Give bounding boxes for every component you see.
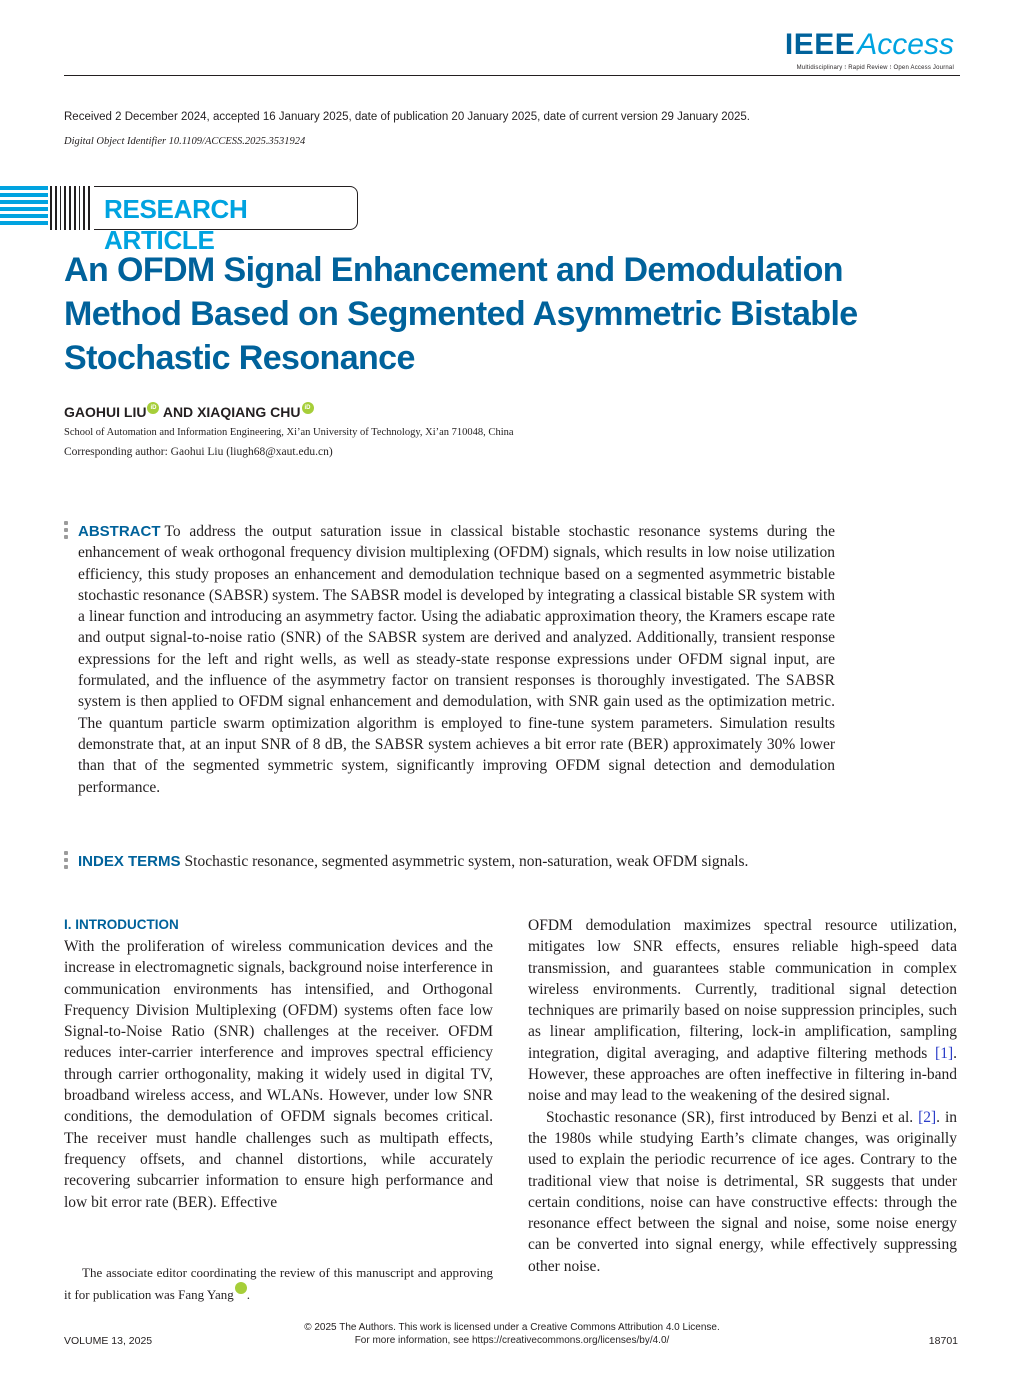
orcid-icon[interactable]: iD	[302, 402, 314, 414]
paragraph-text: . However, these approaches are often ineffective in filtering in-band noise and may lead to the weakening of the desired signal.	[528, 1044, 957, 1105]
received-dates: Received 2 December 2024, accepted 16 January 2025, date of publication 20 January 2025, date of current version 29 January 2025.	[64, 111, 750, 123]
editor-footnote	[64, 1262, 493, 1305]
right-column	[528, 915, 957, 1277]
author-list	[64, 404, 314, 420]
intro-paragraph: With the proliferation of wireless communication devices and the increase in electromagnetic signals, background noise interference in communication environments has intensified, and Orthogonal Frequency Division Multiplexing (OFDM) systems often face low Signal-to-Noise Ratio (SNR) challenges at the receiver. OFDM reduces inter-carrier interference and improves spectral efficiency through carrier orthogonality, making it widely used in digital TV, broadband wireless access, and WLANs. However, under low SNR conditions, the demodulation of OFDM signals becomes critical. The receiver must handle challenges such as multipath effects, frequency offsets, and channel distortions, while accurately recovering subcarrier information to ensure high performance and low bit error rate (BER). Effective	[64, 938, 493, 1211]
orcid-icon[interactable]: iD	[147, 402, 159, 414]
author-name: XIAQIANG CHU	[197, 404, 301, 420]
doi-line: Digital Object Identifier 10.1109/ACCESS.2025.3531924	[64, 136, 306, 147]
banner-stripes	[0, 186, 48, 230]
index-terms-text: Stochastic resonance, segmented asymmetric system, non-saturation, weak OFDM signals.	[184, 853, 749, 870]
affiliation: School of Automation and Information Engineering, Xi’an University of Technology, Xi’an 710048, China	[64, 427, 514, 438]
paragraph-text: OFDM demodulation maximizes spectral resource utilization, mitigates low SNR effects, ensures reliable high-speed data transmission, and guarantees stable communication in complex wireless environments. Currently, traditional signal detection techniques are primarily based on noise suppression principles, such as linear amplification, filtering, lock-in amplification, sampling integration, digital averaging, and adaptive filtering methods	[528, 917, 957, 1062]
license-link[interactable]: For more information, see https://creativecommons.org/licenses/by/4.0/	[354, 1335, 670, 1346]
volume-label: VOLUME 13, 2025	[64, 1335, 153, 1347]
abstract-block	[78, 521, 835, 798]
journal-logo	[785, 28, 954, 71]
license-line: © 2025 The Authors. This work is licensed under a Creative Commons Attribution 4.0 License.	[304, 1322, 720, 1333]
paragraph-text: Stochastic resonance (SR), first introduced by Benzi et al.	[546, 1108, 914, 1126]
left-column	[64, 936, 493, 1213]
intro-paragraph	[528, 1107, 957, 1277]
banner-label: RESEARCH ARTICLE	[104, 194, 248, 255]
abstract-marker-icon	[64, 521, 68, 542]
index-terms-marker-icon	[64, 851, 68, 872]
logo-tagline: Multidisciplinary ⁝ Rapid Review ⁝ Open Access Journal	[796, 65, 954, 71]
abstract-label: ABSTRACT	[78, 523, 161, 540]
author-conjunction: AND	[162, 404, 194, 420]
logo-access-text: Access	[857, 28, 954, 61]
abstract-text: To address the output saturation issue in classical bistable stochastic resonance systems during the enhancement of weak orthogonal frequency division multiplexing (OFDM) signals, which results in low noise utilization efficiency, this study proposes an enhancement and demodulation technique based on a segmented asymmetric bistable stochastic resonance (SABSR) system. The SABSR model is developed by integrating a classical bistable SR system with a linear function and introducing an asymmetry factor. Using the adiabatic approximation theory, the Kramers escape rate and output signal-to-noise ratio (SNR) of the SABSR system are derived and analyzed. Additionally, transient response expressions for the left and right wells, as well as steady-state response expressions under OFDM signal input, are formulated, and the influence of the asymmetry factor on transient responses is thoroughly investigated. The SABSR system is then applied to OFDM signal enhancement and demodulation, with SNR gain used as the optimization metric. The quantum particle swarm optimization algorithm is employed to fine-tune system parameters. Simulation results demonstrate that, at an input SNR of 8 dB, the SABSR system achieves a bit error rate (BER) approximately 30% lower than that of the segmented symmetric system, significantly improving OFDM signal detection and demodulation performance.	[78, 523, 835, 796]
footnote-end: .	[246, 1286, 250, 1302]
citation-link[interactable]: [2]	[918, 1108, 937, 1126]
section-heading: I. INTRODUCTION	[64, 917, 179, 932]
author-name: GAOHUI LIU	[64, 404, 147, 420]
header-rule	[64, 75, 960, 76]
orcid-icon[interactable]: iD	[235, 1282, 247, 1294]
paper-title: An OFDM Signal Enhancement and Demodulation Method Based on Segmented Asymmetric Bistable Stochastic Resonance	[64, 251, 858, 377]
page-number: 18701	[928, 1335, 958, 1347]
logo-ieee-text: IEEE	[784, 28, 856, 61]
citation-link[interactable]: [1]	[935, 1044, 954, 1062]
index-terms-block	[78, 851, 878, 872]
paragraph-text: . in the 1980s while studying Earth’s climate changes, was originally used to explain the periodic recurrence of ice ages. Contrary to the traditional view that noise is detrimental, SR suggests that under certain conditions, noise can have constructive effects: through the resonance effect between the signal and noise, some noise energy can be converted into signal energy, while effectively suppressing other noise.	[528, 1108, 958, 1275]
corresponding-author: Corresponding author: Gaohui Liu (liugh68@xaut.edu.cn)	[64, 446, 333, 458]
research-article-banner	[0, 186, 360, 255]
index-terms-label: INDEX TERMS	[78, 853, 181, 870]
intro-paragraph	[528, 915, 957, 1107]
license-notice	[0, 1321, 1024, 1347]
banner-bars	[50, 186, 90, 230]
footnote-text: The associate editor coordinating the review of this manuscript and approving it for publication was Fang Yang	[64, 1265, 493, 1302]
